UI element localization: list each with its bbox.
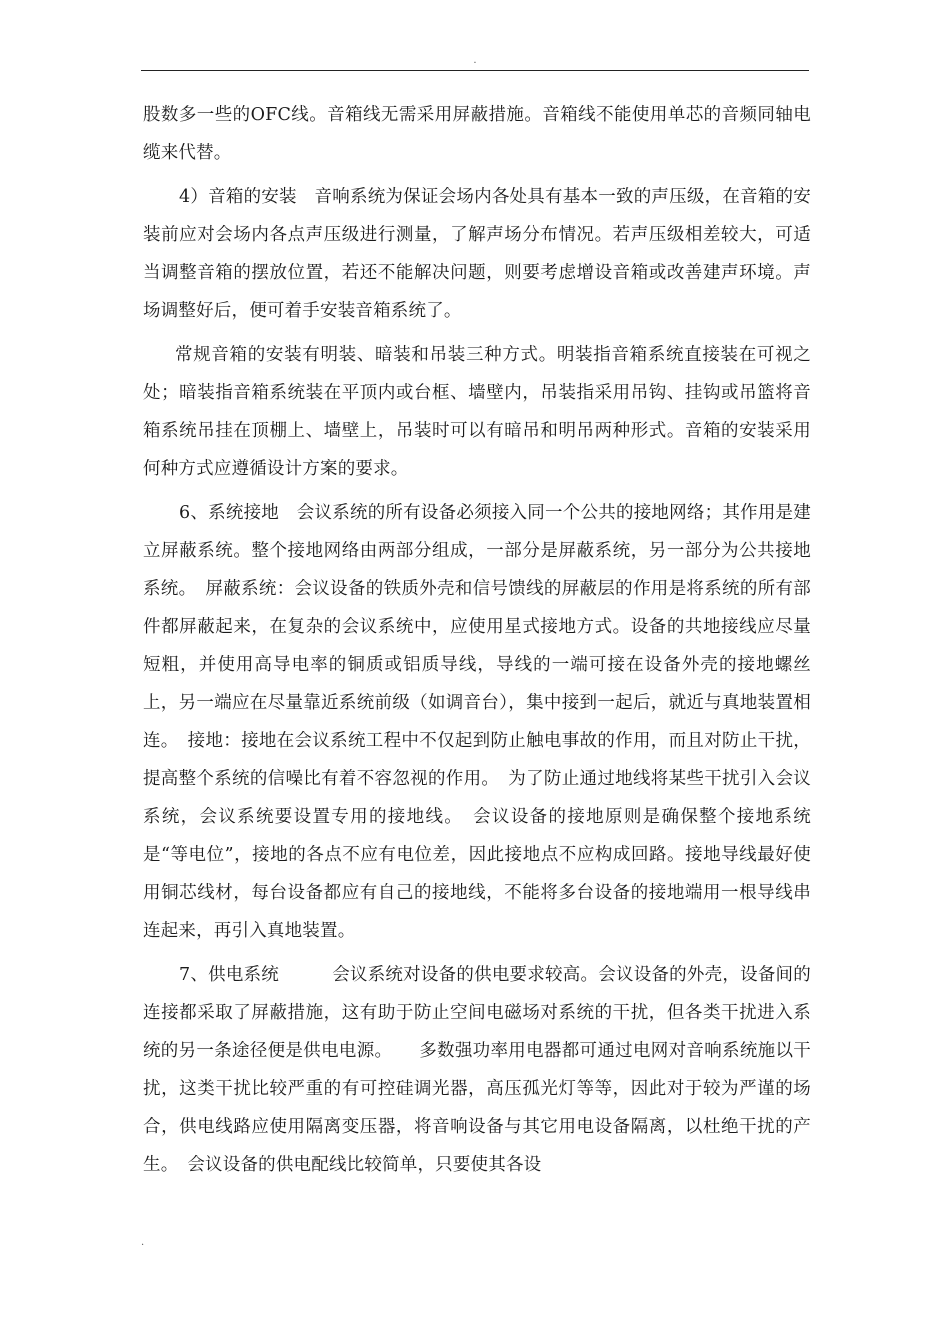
document-body xyxy=(143,96,811,1184)
header-mark: . xyxy=(473,55,477,66)
footer-mark: . xyxy=(141,1237,145,1248)
paragraph-system-grounding: 6、系统接地 会议系统的所有设备必须接入同一个公共的接地网络；其作用是建立屏蔽系统。整个接地网络由两部分组成，一部分是屏蔽系统，另一部分为公共接地系统。 屏蔽系统：会议设备的铁质外壳和信号馈线的屏蔽层的作用是将系统的所有部件都屏蔽起来，在复杂的会议系统中，应使用星式接地方式。设备的共地接线应尽量短粗，并使用高导电率的铜质或铝质导线，导线的一端可接在设备外壳的接地螺丝上，另一端应在尽量靠近系统前级（如调音台），集中接到一起后，就近与真地装置相连。 接地：接地在会议系统工程中不仅起到防止触电事故的作用，而且对防止干扰，提高整个系统的信噪比有着不容忽视的作用。 为了防止通过地线将某些干扰引入会议系统，会议系统要设置专用的接地线。 会议设备的接地原则是确保整个接地系统是“等电位”，接地的各点不应有电位差，因此接地点不应构成回路。接地导线最好使用铜芯线材，每台设备都应有自己的接地线，不能将多台设备的接地端用一根导线串连起来，再引入真地装置。 xyxy=(143,503,811,941)
paragraph-speaker-mounting: 常规音箱的安装有明装、暗装和吊装三种方式。明装指音箱系统直接装在可视之处；暗装指音箱系统装在平顶内或台框、墙壁内，吊装指采用吊钩、挂钩或吊篮将音箱系统吊挂在顶棚上、墙壁上，吊装时可以有暗吊和明吊两种形式。音箱的安装采用何种方式应遵循设计方案的要求。 xyxy=(143,345,811,479)
paragraph-speaker-installation: 4）音箱的安装 音响系统为保证会场内各处具有基本一致的声压级，在音箱的安装前应对会场内各点声压级进行测量，了解声场分布情况。若声压级相差较大，可适当调整音箱的摆放位置，若还不能解决问题，则要考虑增设音箱或改善建声环境。声场调整好后，便可着手安装音箱系统了。 xyxy=(143,187,811,321)
paragraph-speaker-cable: 股数多一些的OFC线。音箱线无需采用屏蔽措施。音箱线不能使用单芯的音频同轴电缆来代替。 xyxy=(143,105,811,163)
paragraph-power-supply: 7、供电系统 会议系统对设备的供电要求较高。会议设备的外壳，设备间的连接都采取了屏蔽措施，这有助于防止空间电磁场对系统的干扰，但各类干扰进入系统的另一条途径便是供电电源。 多数强功率用电器都可通过电网对音响系统施以干扰，这类干扰比较严重的有可控硅调光器，高压孤光灯等等，因此对于较为严谨的场合，供电线路应使用隔离变压器，将音响设备与其它用电设备隔离，以杜绝干扰的产生。 会议设备的供电配线比较简单，只要使其各设 xyxy=(143,965,811,1175)
header-rule xyxy=(141,70,809,71)
